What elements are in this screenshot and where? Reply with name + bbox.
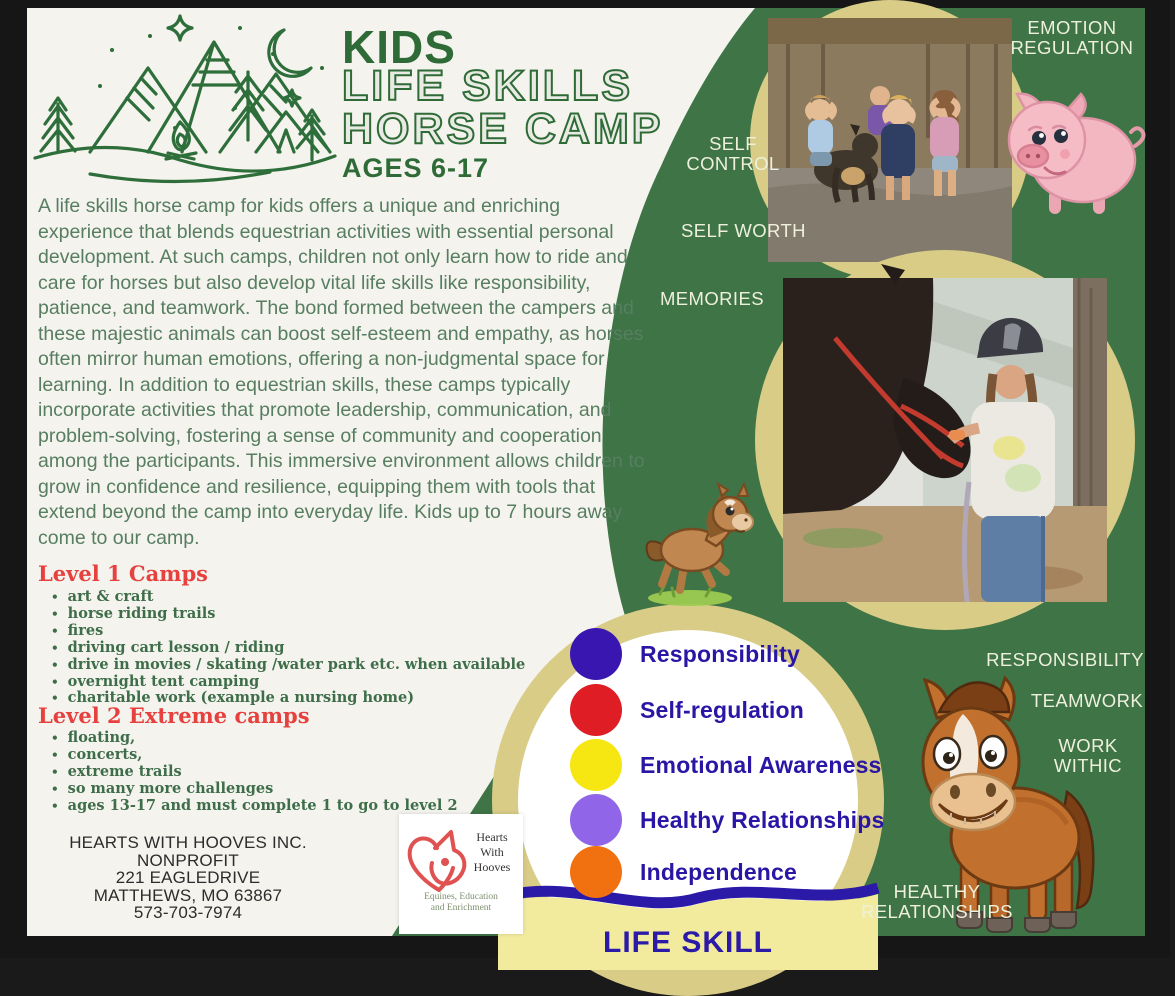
title-ages: AGES 6-17: [342, 153, 490, 183]
healthy-relationships-dot-icon: [570, 794, 622, 846]
org-type: NONPROFIT: [137, 850, 239, 870]
skill-label: Responsibility: [640, 640, 800, 667]
list-item: • driving cart lesson / riding: [51, 640, 525, 657]
label-emotion-regulation: [982, 18, 1162, 58]
label-line: SELF: [709, 133, 757, 154]
skill-label: Independence: [640, 858, 798, 885]
list-item: • ages 13-17 and must complete 1 to go to level 2: [51, 798, 458, 815]
skill-row: [570, 794, 884, 846]
list-item: • concerts,: [51, 747, 458, 764]
list-item: • floating,: [51, 730, 458, 747]
level1-heading: Level 1 Camps: [38, 561, 208, 586]
label-line: CONTROL: [686, 153, 780, 174]
list-item: • charitable work (example a nursing home): [51, 690, 525, 707]
logo-tagline-line: and Enrichment: [430, 903, 492, 913]
phone-number: 573-703-7974: [133, 903, 243, 922]
emotional-awareness-dot-icon: [570, 739, 622, 791]
list-item: • so many more challenges: [51, 781, 458, 798]
intro-paragraph: A life skills horse camp for kids offers a unique and enriching experience that blends equestrian activities with essential personal development. At such camps, children not only learn how to ride and care for horses but also develop vital life skills like responsibility, patience, and teamwork. The bond formed between the campers and these majestic animals can boost self-esteem and empathy, as horses often mirror human emotions, offering a non-judgmental space for learning. In addition to equestrian skills, these camps typically incorporate activities that promote leadership, communication, and problem-solving, fostering a sense of community and cooperation among the participants. This immersive environment allows children to grow in confidence and resilience, equipping them with tools that extend beyond the camp into everyday life. Kids up to 7 hours away come to our camp.: [38, 195, 645, 549]
label-memories: MEMORIES: [660, 288, 764, 309]
logo-name-line: With: [480, 845, 504, 859]
running-pony-cartoon-icon: [640, 466, 758, 612]
skill-label: Self-regulation: [640, 696, 805, 723]
skill-row: [570, 628, 800, 680]
logo-name: [465, 830, 519, 875]
label-teamwork: TEAMWORK: [1030, 690, 1144, 711]
title-life-skills: LIFE SKILLS: [342, 62, 633, 110]
skill-row: [570, 684, 804, 736]
self-regulation-dot-icon: [570, 684, 622, 736]
city-state-zip: MATTHEWS, MO 63867: [93, 885, 283, 905]
skill-row: [570, 846, 797, 898]
title-kids: KIDS: [342, 21, 456, 73]
list-item: • fires: [51, 623, 525, 640]
label-healthy-relationships: [847, 882, 1027, 922]
list-item: • drive in movies / skating /water park etc. when available: [51, 657, 525, 674]
responsibility-dot-icon: [570, 628, 622, 680]
label-self-worth: SELF WORTH: [681, 220, 806, 241]
skill-label: Healthy Relationships: [640, 806, 885, 833]
girl-horse-photo-art: [783, 278, 1107, 602]
title-horse-camp: HORSE CAMP: [342, 105, 664, 153]
contact-block: [57, 834, 319, 922]
camping-mountains-illustration: [30, 10, 340, 195]
life-skills-circle: [492, 604, 884, 996]
label-line: EMOTION: [1027, 17, 1117, 38]
label-line: WORK: [1058, 735, 1118, 756]
list-item: • art & craft: [51, 589, 525, 606]
label-line: RELATIONSHIPS: [861, 901, 1013, 922]
level1-list: [51, 589, 525, 707]
logo-tagline-line: Equines, Education: [424, 892, 498, 902]
skill-label: Emotional Awareness: [640, 751, 882, 778]
logo-tagline: [403, 892, 519, 914]
street-address: 221 EAGLEDRIVE: [115, 868, 261, 887]
logo-name-line: Hearts: [476, 830, 508, 844]
skill-row: [570, 739, 882, 791]
list-item: • extreme trails: [51, 764, 458, 781]
label-work-ethic: [1027, 736, 1149, 776]
level2-heading: Level 2 Extreme camps: [38, 703, 310, 728]
logo-name-line: Hooves: [473, 860, 511, 874]
list-item: • horse riding trails: [51, 606, 525, 623]
level2-list: [51, 730, 458, 815]
label-line: REGULATION: [1010, 37, 1134, 58]
horse-camp-flyer: [27, 8, 1145, 959]
pig-cartoon-icon: [995, 88, 1155, 212]
label-line: WITHIC: [1053, 755, 1123, 776]
label-line: HEALTHY: [893, 881, 981, 902]
horse-heart-icon: [401, 826, 467, 900]
label-self-control: [672, 134, 794, 174]
photo-girl-with-horse: [783, 278, 1107, 602]
list-item: • overnight tent camping: [51, 674, 525, 691]
label-responsibility: RESPONSIBILITY: [986, 649, 1144, 670]
independence-dot-icon: [570, 846, 622, 898]
life-skill-banner: LIFE SKILL: [603, 926, 773, 959]
hearts-with-hooves-logo: [399, 814, 523, 934]
org-name: HEARTS WITH HOOVES INC.: [69, 833, 307, 852]
